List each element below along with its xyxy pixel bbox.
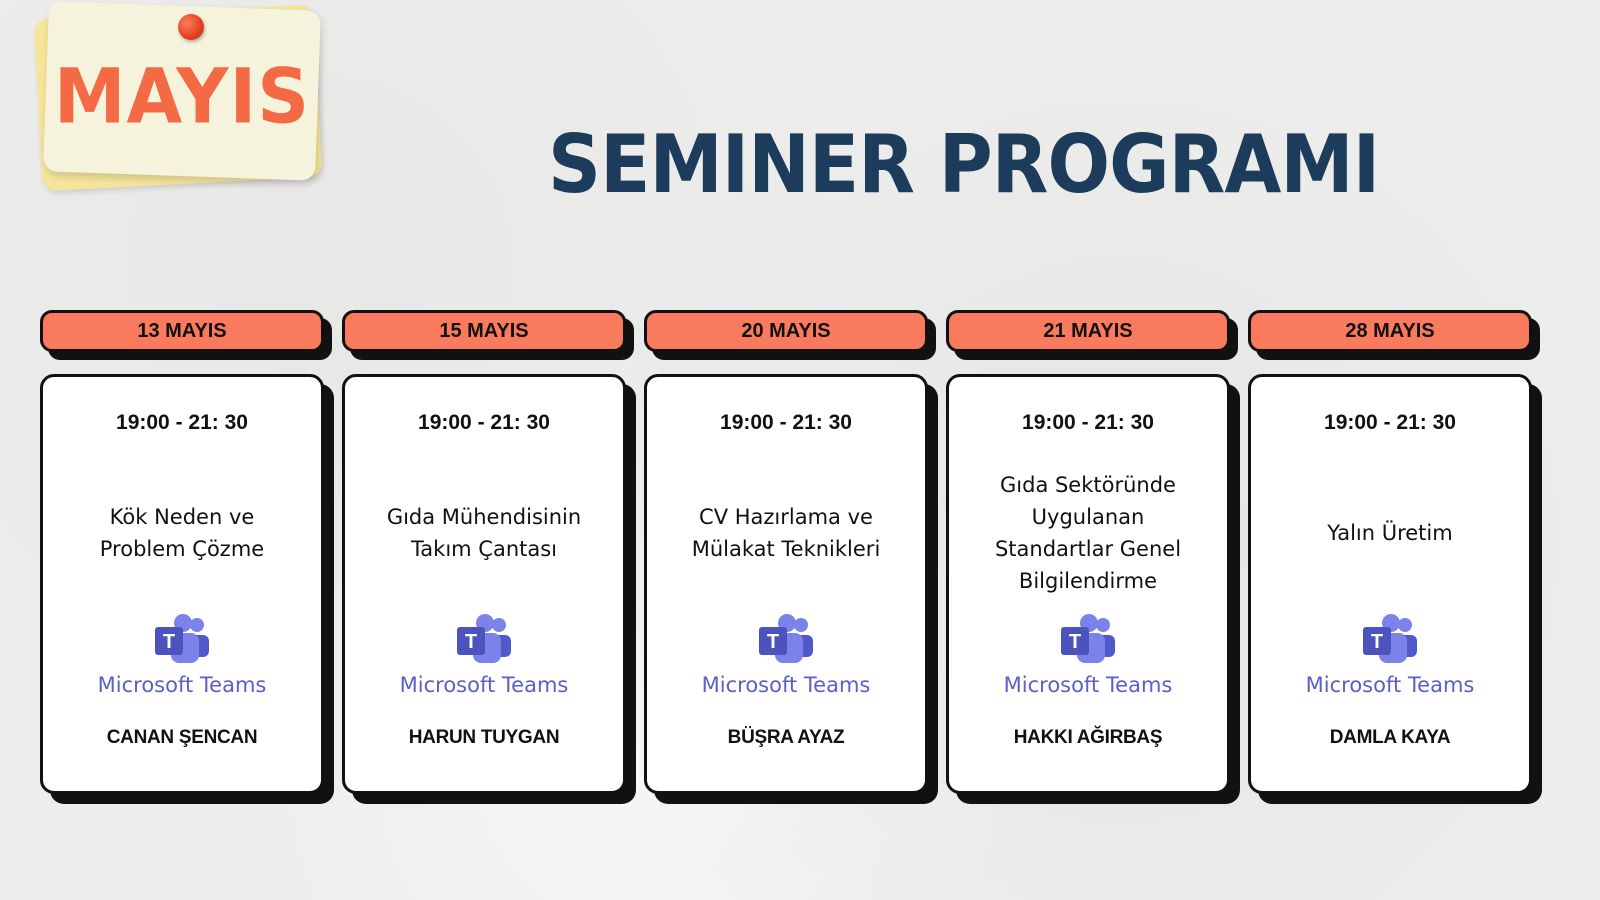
- session-time: 19:00 - 21: 30: [1022, 411, 1154, 434]
- svg-text:T: T: [464, 631, 478, 653]
- session-card: [946, 374, 1230, 794]
- session-card: [644, 374, 928, 794]
- speaker-name: BÜŞRA AYAZ: [727, 727, 845, 748]
- session-column: [40, 310, 324, 800]
- platform-label: Microsoft Teams: [399, 673, 569, 697]
- platform-label: Microsoft Teams: [1003, 673, 1173, 697]
- date-badge: 21 MAYIS: [946, 310, 1230, 352]
- date-badge: 20 MAYIS: [644, 310, 928, 352]
- session-time: 19:00 - 21: 30: [720, 411, 852, 434]
- session-topic: Yalın Üretim: [1327, 521, 1453, 545]
- platform-label: Microsoft Teams: [701, 673, 871, 697]
- session-time: 19:00 - 21: 30: [1324, 411, 1456, 434]
- page-title: SEMINER PROGRAMI: [548, 118, 1380, 211]
- pushpin-icon: [178, 14, 204, 40]
- microsoft-teams-icon: [1059, 613, 1117, 667]
- session-columns: [40, 310, 1560, 810]
- session-column: [946, 310, 1230, 800]
- session-column: [342, 310, 626, 800]
- speaker-name: HARUN TUYGAN: [408, 727, 560, 748]
- session-column: [644, 310, 928, 800]
- month-label: MAYIS: [53, 51, 310, 141]
- platform-label: Microsoft Teams: [97, 673, 267, 697]
- session-column: [1248, 310, 1532, 800]
- speaker-name: DAMLA KAYA: [1329, 727, 1451, 748]
- session-time: 19:00 - 21: 30: [116, 411, 248, 434]
- microsoft-teams-icon: [757, 613, 815, 667]
- svg-text:T: T: [162, 631, 176, 653]
- session-card: [1248, 374, 1532, 794]
- svg-text:T: T: [1370, 631, 1384, 653]
- session-topic: Gıda Mühendisinin Takım Çantası: [386, 505, 582, 561]
- date-badge: 15 MAYIS: [342, 310, 626, 352]
- microsoft-teams-icon: [153, 613, 211, 667]
- session-card: [40, 374, 324, 794]
- svg-text:T: T: [766, 631, 780, 653]
- speaker-name: CANAN ŞENCAN: [106, 727, 258, 748]
- session-time: 19:00 - 21: 30: [418, 411, 550, 434]
- microsoft-teams-icon: [455, 613, 513, 667]
- date-badge: 28 MAYIS: [1248, 310, 1532, 352]
- session-card: [342, 374, 626, 794]
- microsoft-teams-icon: [1361, 613, 1419, 667]
- session-topic: Gıda Sektöründe Uygulanan Standartlar Genel Bilgilendirme: [994, 473, 1182, 593]
- platform-label: Microsoft Teams: [1305, 673, 1475, 697]
- svg-text:T: T: [1068, 631, 1082, 653]
- date-badge: 13 MAYIS: [40, 310, 324, 352]
- session-topic: CV Hazırlama ve Mülakat Teknikleri: [691, 505, 881, 561]
- speaker-name: HAKKI AĞIRBAŞ: [1013, 727, 1163, 748]
- session-topic: Kök Neden ve Problem Çözme: [99, 505, 265, 561]
